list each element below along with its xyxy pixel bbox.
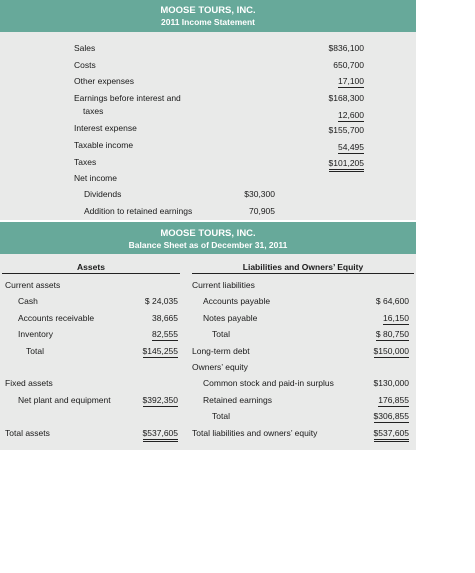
taxes-value: 54,495 <box>338 142 364 152</box>
fixed-assets-label: Fixed assets <box>5 378 53 388</box>
owners-equity-total-label: Total <box>212 411 230 421</box>
sales-value: $836,100 <box>328 43 364 53</box>
current-assets-label: Current assets <box>5 280 61 290</box>
current-assets-total-label: Total <box>26 346 44 356</box>
ebit-label-line1: Earnings before interest and <box>74 93 181 103</box>
inventory-value: 82,555 <box>152 329 178 339</box>
current-assets-total-value: $145,255 <box>142 346 178 356</box>
balance-sheet-title: Balance Sheet as of December 31, 2011 <box>128 240 288 250</box>
assets-column-header: Assets <box>2 262 180 274</box>
inventory-label: Inventory <box>18 329 53 339</box>
notes-payable-label: Notes payable <box>203 313 258 323</box>
common-stock-value: $130,000 <box>373 378 409 388</box>
income-statement-title: 2011 Income Statement <box>160 17 255 27</box>
owners-equity-label: Owners’ equity <box>192 362 248 372</box>
current-liabilities-total-value: $ 80,750 <box>375 329 409 339</box>
net-income-value: $101,205 <box>329 158 364 172</box>
ebit-label-line2: taxes <box>83 106 104 116</box>
total-assets-label: Total assets <box>5 428 50 438</box>
interest-expense-value: 12,600 <box>338 110 364 120</box>
common-stock-label: Common stock and paid-in surplus <box>203 378 334 388</box>
taxable-income-label: Taxable income <box>74 140 134 150</box>
retained-earnings-addition-label: Addition to retained earnings <box>84 206 193 216</box>
current-liabilities-label: Current liabilities <box>192 280 255 290</box>
accounts-payable-value: $ 64,600 <box>375 296 409 306</box>
taxes-label: Taxes <box>74 157 97 167</box>
balance-sheet-header <box>0 222 416 254</box>
accounts-receivable-value: 38,665 <box>152 313 178 323</box>
retained-earnings-addition-value: 70,905 <box>249 206 275 216</box>
other-expenses-label: Other expenses <box>74 76 135 86</box>
balance-company-name: MOOSE TOURS, INC. <box>160 228 256 239</box>
total-assets-value: $537,605 <box>143 428 178 442</box>
costs-value: 650,700 <box>333 60 364 70</box>
costs-label: Costs <box>74 60 96 70</box>
accounts-receivable-label: Accounts receivable <box>18 313 95 323</box>
accounts-payable-label: Accounts payable <box>203 296 271 306</box>
cash-label: Cash <box>18 296 38 306</box>
ebit-value: $168,300 <box>328 93 364 103</box>
total-liabilities-equity-value: $537,605 <box>374 428 409 442</box>
taxable-income-value: $155,700 <box>328 125 364 135</box>
other-expenses-value: 17,100 <box>338 76 364 86</box>
net-plant-equipment-label: Net plant and equipment <box>18 395 111 405</box>
sales-label: Sales <box>74 43 96 53</box>
dividends-value: $30,300 <box>244 189 275 199</box>
net-plant-equipment-value: $392,350 <box>142 395 178 405</box>
retained-earnings-label: Retained earnings <box>203 395 272 405</box>
liabilities-column-header: Liabilities and Owners’ Equity <box>192 262 414 274</box>
income-statement-header <box>0 0 416 32</box>
total-liabilities-equity-label: Total liabilities and owners’ equity <box>192 428 318 438</box>
cash-value: $ 24,035 <box>144 296 178 306</box>
long-term-debt-value: $150,000 <box>373 346 409 356</box>
interest-expense-label: Interest expense <box>74 123 137 133</box>
long-term-debt-label: Long-term debt <box>192 346 250 356</box>
owners-equity-total-value: $306,855 <box>373 411 409 421</box>
net-income-label: Net income <box>74 173 117 183</box>
dividends-label: Dividends <box>84 189 122 199</box>
income-company-name: MOOSE TOURS, INC. <box>160 5 256 16</box>
retained-earnings-value: 176,855 <box>378 395 409 405</box>
current-liabilities-total-label: Total <box>212 329 230 339</box>
notes-payable-value: 16,150 <box>383 313 409 323</box>
